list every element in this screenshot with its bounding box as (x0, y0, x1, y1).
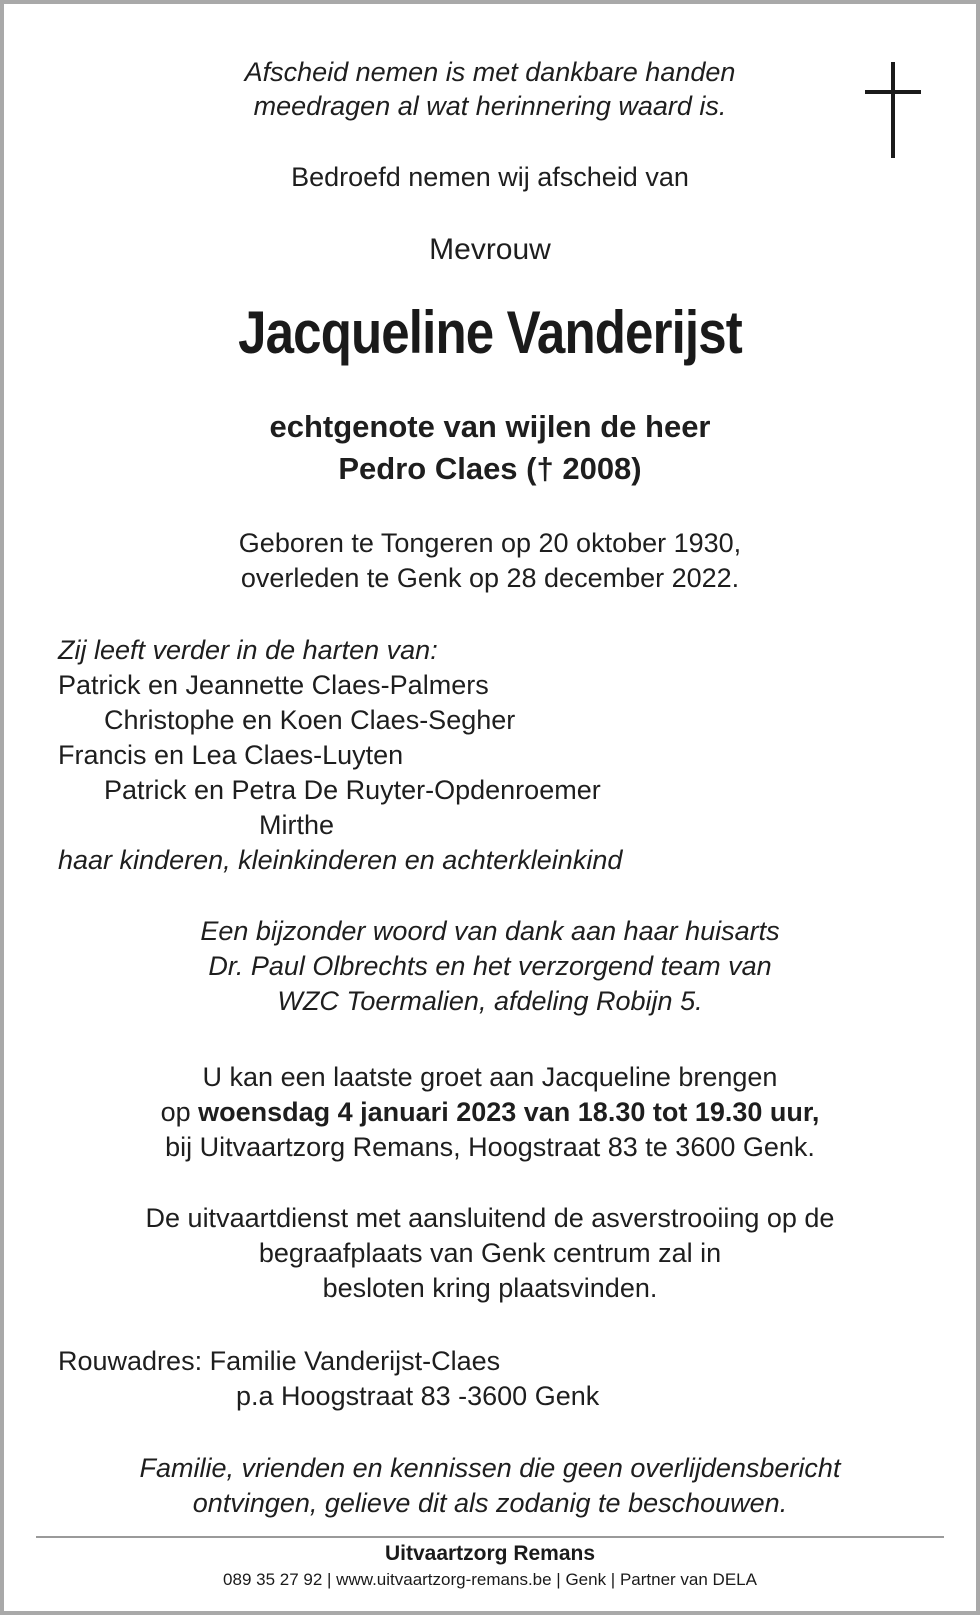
visit-line-3: bij Uitvaartzorg Remans, Hoogstraat 83 te 3600 Genk. (165, 1132, 815, 1162)
family-member: Christophe en Koen Claes-Segher (104, 705, 516, 735)
service-line-3: besloten kring plaatsvinden. (322, 1273, 658, 1303)
address-line-2: p.a Hoogstraat 83 -3600 Genk (236, 1381, 600, 1411)
visit-line-1: U kan een laatste groet aan Jacqueline brengen (202, 1062, 778, 1092)
salutation: Mevrouw (429, 233, 551, 266)
notice-line-2: ontvingen, gelieve dit als zodanig te beschouwen. (192, 1488, 788, 1518)
visit-prefix: op (160, 1097, 199, 1127)
intro-text: Bedroefd nemen wij afscheid van (291, 162, 689, 192)
quote-line-1: Afscheid nemen is met dankbare handen (244, 57, 736, 87)
footer-company: Uitvaartzorg Remans (384, 1542, 596, 1565)
footer-contact: 089 35 27 92 | www.uitvaartzorg-remans.be | Genk | Partner van DELA (223, 1570, 757, 1589)
thanks-line-2: Dr. Paul Olbrechts en het verzorgend team van (208, 951, 772, 981)
service-line-1: De uitvaartdienst met aansluitend de asverstrooiing op de (145, 1203, 835, 1233)
deceased-name: Jacqueline Vanderijst (238, 299, 742, 366)
family-member: Patrick en Petra De Ruyter-Opdenroemer (104, 775, 601, 805)
family-member: Patrick en Jeannette Claes-Palmers (58, 670, 489, 700)
visit-datetime: woensdag 4 januari 2023 van 18.30 tot 19.30 uur, (198, 1097, 820, 1127)
family-closing: haar kinderen, kleinkinderen en achterkleinkind (58, 845, 623, 875)
thanks-line-3: WZC Toermalien, afdeling Robijn 5. (277, 986, 703, 1016)
service-line-2: begraafplaats van Genk centrum zal in (258, 1238, 722, 1268)
quote-line-2: meedragen al wat herinnering waard is. (253, 91, 727, 121)
footer-divider (36, 1536, 944, 1538)
death-info: overleden te Genk op 28 december 2022. (240, 563, 740, 593)
thanks-line-1: Een bijzonder woord van dank aan haar huisarts (200, 916, 780, 946)
spouse-line-1: echtgenote van wijlen de heer (269, 409, 711, 444)
notice-line-1: Familie, vrienden en kennissen die geen overlijdensbericht (139, 1453, 841, 1483)
family-member: Francis en Lea Claes-Luyten (58, 740, 404, 770)
spouse-line-2: Pedro Claes († 2008) (338, 451, 642, 486)
visit-line-2 (0, 1094, 980, 1130)
family-member: Mirthe (259, 810, 335, 840)
birth-info: Geboren te Tongeren op 20 oktober 1930, (238, 528, 742, 558)
address-line-1: Rouwadres: Familie Vanderijst-Claes (58, 1346, 501, 1376)
family-heading: Zij leeft verder in de harten van: (58, 635, 438, 665)
cross-icon (865, 62, 921, 158)
